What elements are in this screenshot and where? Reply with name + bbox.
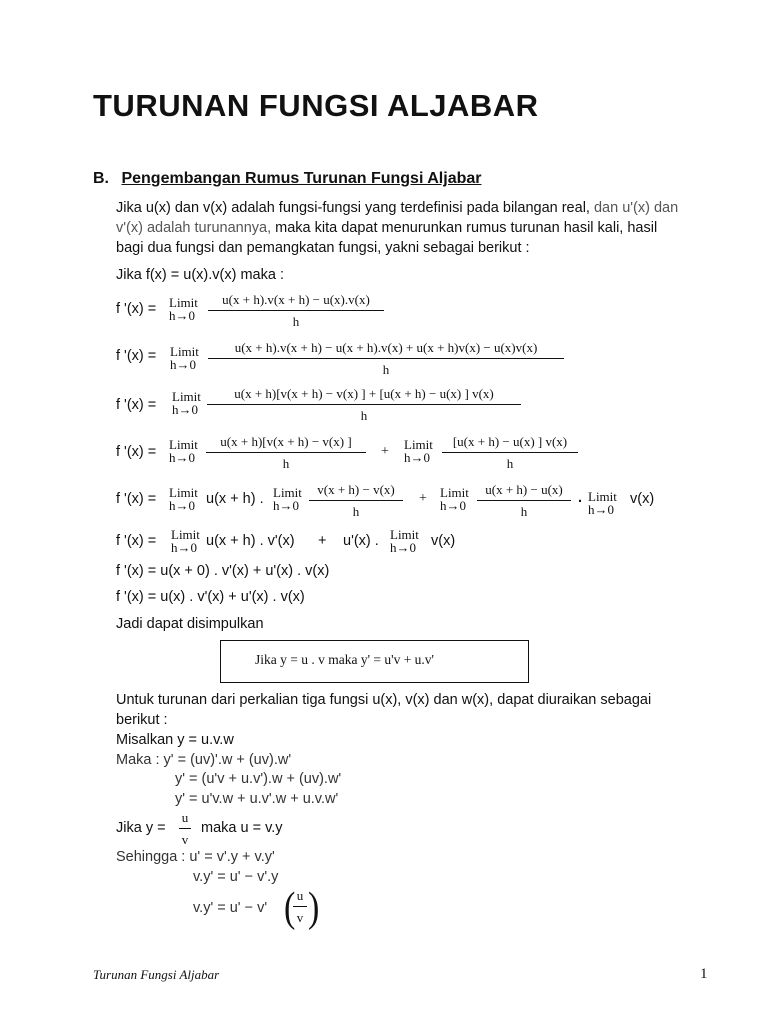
quot-step-2: v.y' = u' − v'.y: [193, 869, 279, 885]
page-title: TURUNAN FUNGSI ALJABAR: [93, 88, 539, 123]
step5-fraction-2: u(x + h) − u(x) h: [477, 482, 571, 520]
left-paren: (: [284, 884, 296, 931]
step6-term-3: v(x): [431, 533, 456, 549]
step2-lhs: f '(x) =: [116, 348, 157, 364]
product-rule-box: [220, 640, 529, 683]
step5-lhs: f '(x) =: [116, 491, 157, 507]
step6-limit-1: Limit h→0: [171, 527, 200, 555]
quot-maka: maka u = v.y: [201, 820, 283, 836]
right-paren: ): [308, 884, 320, 931]
step4-limit-2: Limit h→0: [404, 437, 433, 465]
step5-dot: .: [578, 490, 583, 506]
triple-step-2: y' = (u'v + u.v').w + (uv).w': [175, 771, 342, 787]
conclusion-label: Jadi dapat disimpulkan: [116, 616, 264, 632]
intro-line-3: bagi dua fungsi dan pemangkatan fungsi, yakni sebagai berikut :: [116, 240, 530, 256]
step1-fraction: u(x + h).v(x + h) − u(x).v(x) h: [208, 292, 384, 330]
step6-term-2: u'(x) .: [343, 533, 379, 549]
step5-fraction-1: v(x + h) − v(x) h: [309, 482, 403, 520]
intro-line-2: v'(x) adalah turunannya, maka kita dapat menurunkan rumus turunan hasil kali, hasil: [116, 220, 658, 236]
quot-jika: Jika y =: [116, 820, 166, 836]
triple-maka: Maka : y' = (uv)'.w + (uv).w': [116, 752, 292, 768]
quot-sehingga: Sehingga : u' = v'.y + v.y': [116, 849, 275, 865]
step6-lhs: f '(x) =: [116, 533, 157, 549]
step6-term-1: u(x + h) . v'(x): [206, 533, 295, 549]
step7: f '(x) = u(x + 0) . v'(x) + u'(x) . v(x): [116, 563, 330, 579]
step1-lhs: f '(x) =: [116, 301, 157, 317]
step4-fraction-2: [u(x + h) − u(x) ] v(x) h: [442, 434, 578, 472]
step4-plus: +: [381, 444, 389, 459]
triple-step-3: y' = u'v.w + u.v'.w + u.v.w': [175, 791, 339, 807]
step3-fraction: u(x + h)[v(x + h) − v(x) ] + [u(x + h) − u(x) ] v(x) h: [207, 386, 521, 424]
triple-line-2: berikut :: [116, 712, 168, 728]
section-title: Pengembangan Rumus Turunan Fungsi Aljabar: [121, 170, 482, 187]
step4-lhs: f '(x) =: [116, 444, 157, 460]
step6-limit-2: Limit h→0: [390, 527, 419, 555]
section-letter: B.: [93, 170, 109, 187]
step4-limit-1: Limit h→0: [169, 437, 198, 465]
step4-fraction-1: u(x + h)[v(x + h) − v(x) ] h: [206, 434, 366, 472]
intro-jika: Jika f(x) = u(x).v(x) maka :: [116, 267, 284, 283]
step3-lhs: f '(x) =: [116, 397, 157, 413]
step5-v-term: v(x): [630, 491, 655, 507]
step1-limit: Limit h→0: [169, 295, 198, 323]
intro-line-1: Jika u(x) dan v(x) adalah fungsi-fungsi yang terdefinisi pada bilangan real, dan u'(x) dan: [116, 200, 679, 216]
step5-plus: +: [419, 491, 427, 506]
quot-fraction: u v: [179, 810, 191, 848]
step5-limit-3: Limit h→0: [440, 485, 469, 513]
step5-limit-4: Limit h→0: [588, 489, 617, 517]
step5-limit-2: Limit h→0: [273, 485, 302, 513]
step2-fraction: u(x + h).v(x + h) − u(x + h).v(x) + u(x + h)v(x) − u(x)v(x) h: [208, 340, 564, 378]
footer-text: Turunan Fungsi Aljabar: [93, 967, 220, 982]
step3-limit: Limit h→0: [172, 389, 201, 417]
step5-u-term: u(x + h) .: [206, 491, 264, 507]
section-heading: [93, 170, 481, 188]
quot-paren-fraction: u v: [293, 888, 307, 926]
quot-step-3: v.y' = u' − v': [193, 900, 268, 916]
triple-line-1: Untuk turunan dari perkalian tiga fungsi u(x), v(x) dan w(x), dapat diuraikan sebagai: [116, 692, 652, 708]
step2-limit: Limit h→0: [170, 344, 199, 372]
triple-misalkan: Misalkan y = u.v.w: [116, 732, 234, 748]
page-number: 1: [700, 966, 708, 982]
step8: f '(x) = u(x) . v'(x) + u'(x) . v(x): [116, 589, 305, 605]
step5-limit-1: Limit h→0: [169, 485, 198, 513]
step6-plus: +: [318, 533, 327, 549]
product-rule-formula: Jika y = u . v maka y' = u'v + u.v': [255, 652, 434, 667]
